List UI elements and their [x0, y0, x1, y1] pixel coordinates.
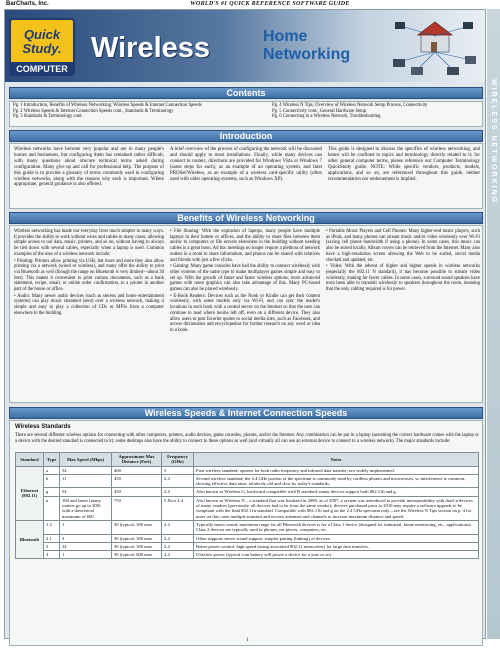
speed-cell: 54 [60, 488, 112, 496]
introduction-heading: Introduction [9, 130, 483, 142]
benefits-paragraph: • Gaming: Many game consoles have had the ability to connect wirelessly with other systems of the same type to make multiplayer games simple and easy to set up. With the growth of faster and faster wireless options, more advanced games with more graphics can also take advantage of this. Many PC-based games can also be played wirelessly. [170, 264, 320, 293]
benefits-paragraph: • E-Book Readers: Devices such as the Nook or Kindle can get their content wirelessly, with some models only via Wi-Fi, and can sync the reader's locations in each book with a central server on the Internet so that the user can continue to read where he/she left off, even on a different device. They also allow users to post favorite quotes to social media sites, such as Facebook, and access dictionaries and encyclopedias for further research on any word or idea in a book. [170, 293, 320, 333]
quickstudy-logo [9, 18, 75, 76]
distance-cell: 450 [112, 488, 162, 496]
publisher-name: BarCharts, Inc. [6, 1, 49, 7]
contents-left-column [13, 103, 261, 120]
speed-cell: 24 [60, 542, 112, 550]
notes-cell: Better power control; high speed (using associated 802.11 transceiver) for large data transfers. [194, 542, 479, 550]
page-title: Wireless [91, 32, 211, 64]
frequency-cell: 2.4 [162, 520, 194, 534]
type-cell: 2.1 [44, 534, 60, 542]
standard-cell: Bluetooth [16, 520, 44, 558]
benefits-heading: Benefits of Wireless Networking [9, 212, 483, 224]
table-header-row [16, 453, 479, 467]
side-stripe [487, 9, 500, 639]
table-row [16, 534, 479, 542]
column-header: Frequency (GHz) [162, 453, 194, 467]
column-header: Max Speed (Mbps) [60, 453, 112, 467]
table-row [16, 551, 479, 559]
type-cell: g [44, 488, 60, 496]
notes-cell: Also known as Wireless N – a standard that was finalized in 2009; as of 2007, a system was introduced to provide interoperability with draft-n devices of many vendors (previously, all devices had to be from the same vendor); devices purchased prior to 2010 may require a software upgrade to be compliant with the final 802.11n standard. Compatible with 802.11b and g on the 2.4 GHz spectrum only—see the Wireless N Tips section on p. 4 for more on this; uses multiple transmit and receive antennae and channels to increase maximum distance and speed. [194, 496, 479, 520]
distance-cell: 30 (typical; 300 max [112, 542, 162, 550]
contents-panel [9, 101, 483, 127]
notes-cell: Ultralow power (typical coin battery will power a device for a year or so). [194, 551, 479, 559]
contents-heading: Contents [9, 87, 483, 99]
notes-cell: Typically mono sound; maximum range for all Bluetooth devices is for a Class 1 device (designed for industrial, home monitoring, etc., applications); Class 2 devices are typically used in phones, ear pieces, computers, etc. [194, 520, 479, 534]
type-cell: a [44, 466, 60, 474]
benefits-paragraph: • Audio: Many newer audio devices (such as stereos and home entertainment systems) can play music streamed (sent) over a wireless network, making it simple and easy to play a collection of CDs or MP3s from a computer elsewhere in the building. [14, 293, 164, 316]
introduction-panel [9, 143, 483, 209]
table-row [16, 474, 479, 488]
intro-column-1: Wireless networks have become very popular and are in many people's homes and businesses, but configuring them has remained rather difficult, with many questions about obscure technical terms asked during configuration. Many give up and call for professional help. The purpose of this guide is to provide a glossary of terms commonly used in configuring wireless networks, along with the reasons why each is important. Where appropriate, general guidance is also offered. [14, 147, 164, 188]
intro-column-3: This guide is designed to discuss the specifics of wireless networking, and hence will be confined to topics and terminology directly related to it; for other general computer terms, please reference our Computer Terminology QuickStudy guide. NOTE: While specific vendors, products, models, applications, and so on, are referenced throughout this guide, neither recommendation nor endorsement is implied. [328, 147, 480, 182]
top-header-line [0, 0, 500, 9]
subtitle-line2: Networking [263, 46, 351, 63]
side-stripe-text: WIRELESS NETWORKING [490, 79, 497, 205]
contents-item: Pg. 5 Connectivity cont., General Hardware Setup [272, 108, 367, 114]
frequency-cell: 2.4 [162, 542, 194, 550]
distance-cell: 400 [112, 466, 162, 474]
benefits-paragraph: • Printing: Printers allow printing via USB, but more and more they also allow printing via a network (wired or wireless), and many offer the ability to print via Bluetooth as well (though the range on Bluetooth is very limited—about 30 feet). This makes it convenient to print various documents, such as a bank statement, recipe, email, or online order confirmation, to a printer in another part of the house or office. [14, 258, 164, 293]
column-header: Notes [194, 453, 479, 467]
speed-cell: 100 and faster (many routers go up to 300) with a theoretical maximum of 600 [60, 496, 112, 520]
title-banner [5, 10, 485, 82]
type-cell: n [44, 496, 60, 520]
distance-cell: 30 (typical; 600 max [112, 551, 162, 559]
frequency-cell: 2.4 [162, 551, 194, 559]
contents-right-column [272, 103, 482, 120]
distance-cell: 450 [112, 474, 162, 488]
wireless-standards-table [15, 452, 479, 559]
speeds-panel [9, 420, 483, 646]
speed-cell: 3 [60, 534, 112, 542]
frequency-cell: 5 [162, 466, 194, 474]
column-header: Type [44, 453, 60, 467]
table-row [16, 466, 479, 474]
benefits-paragraph: • Portable Music Players and Cell Phones: Many higher-end music players, such as iPods, and many phones can stream music and/or video wirelessly over Wi-Fi (saving cell phone bandwidth if using a phone). In some cases, this music can also be stored locally. Album covers can be retrieved from the Internet. Many also have a high-resolution screen allowing the Web to be surfed, social media checked and updated, etc. [326, 229, 480, 263]
logo-line1: Quick [23, 27, 61, 42]
subtitle-line1: Home [263, 28, 308, 45]
benefits-column-2 [170, 229, 320, 335]
table-row [16, 542, 479, 550]
standard-cell: Ethernet (802.11) [16, 466, 44, 520]
distance-cell: 30 (typical; 300 max [112, 520, 162, 534]
benefits-paragraph: • Video: With the advent of higher and higher speeds in wireless networks (especially the 802.11 N standard), it has become possible to stream video wirelessly, making for fewer cables. In some cases, surround sound speakers have even been able to transmit wirelessly to speakers throughout the room, meaning that the only cabling required is for power. [326, 264, 480, 293]
contents-item: Pg. 1 Introduction, Benefits of Wireless Networking, Wireless Speeds & Internet Connection Speeds [13, 103, 202, 108]
benefits-panel [9, 225, 483, 403]
contents-item: Pg. 4 Wireless N Tips, Overview of Wireless Network Setup Process, Connectivity [272, 103, 428, 108]
table-row [16, 520, 479, 534]
wireless-standards-intro: There are several different wireless options for connecting with other computers, printers, audio devices, game consoles, phones, and/or the Internet. Any combination can be put in a laptop (assuming the correct hardware comes with the laptop or a device with the desired standard is connected to it); some desktops also have the ability to connect to these options as well (and virtually all can use an external device to connect to a wireless network). The major standards include: [15, 433, 479, 444]
benefits-paragraph: • File Sharing: With the explosion of laptops, many people have multiple laptops in their homes or offices, and the ability to share files between them and/or to computers or file servers elsewhere in the building without needing cables is a great boon. Ad hoc meetings no longer require a plethora of network outlets in a room to share information, and photos can be shared with relatives and friends with just a few clicks. [170, 229, 320, 263]
contents-item: Pg. 3 Standards & Terminology cont. [13, 114, 83, 120]
frequency-cell: 5 &/or 2.4 [162, 496, 194, 520]
contents-item: Pg. 6 Connecting to a Wireless Network, Troubleshooting [272, 114, 381, 120]
speed-cell: 11 [60, 474, 112, 488]
frequency-cell: 2.4 [162, 534, 194, 542]
type-cell: 4 [44, 551, 60, 559]
frequency-cell: 2.4 [162, 488, 194, 496]
logo-line3: COMPUTER [11, 62, 73, 76]
speeds-heading: Wireless Speeds & Internet Connection Speeds [9, 407, 483, 419]
column-header: Approximate Max Distance (Feet) [112, 453, 162, 467]
network-illustration-icon [389, 14, 479, 78]
speed-cell: 1 [60, 551, 112, 559]
column-header: Standard [16, 453, 44, 467]
tagline: WORLD'S #1 QUICK REFERENCE SOFTWARE GUIDE [190, 1, 350, 7]
table-row [16, 488, 479, 496]
page-subtitle [263, 28, 350, 64]
benefits-paragraph: Wireless networking has made our everyday lives much simpler in many ways. It provides the ability to work without wires and cables in many cases, allowing simple access to our data, music, printers, and so on, without having to always be tied down with several cables, especially when a laptop is used. Common examples of the uses of a wireless network include: [14, 229, 164, 257]
notes-cell: Second wireless standard; the 2.4 GHz portion of the spectrum is commonly used by cordless phones and microwaves, so interference is common, slowing effective data rates; relatively old and slow by today's standards. [194, 474, 479, 488]
guide-sheet [4, 9, 486, 644]
table-row [16, 496, 479, 520]
type-cell: b [44, 474, 60, 488]
notes-cell: First wireless standard; options for both radio frequency and infrared data transfer; not widely implemented. [194, 466, 479, 474]
notes-cell: Often supports stereo sound support, simpler pairing (linking) of devices. [194, 534, 479, 542]
distance-cell: 750 [112, 496, 162, 520]
type-cell: 1.2 [44, 520, 60, 534]
contents-item: Pg. 2 Wireless Speeds & Internet Connection Speeds cont., Standards & Terminology [13, 108, 174, 114]
intro-column-2: A brief overview of the process of configuring the network will be discussed and should apply to most installations. Finally, while many devices can connect to routers, directions are provided for Windows Vista or Windows 7 (same steps for each), as an example of an operating system, and Intel PROSet/Wireless, as an example of a wireless card-specific utility (often used with older operating systems, such as Windows XP). [170, 147, 322, 182]
wireless-standards-heading: Wireless Standards [15, 424, 71, 430]
page-number: 1 [246, 638, 249, 644]
frequency-cell: 2.4 [162, 474, 194, 488]
type-cell: 3 [44, 542, 60, 550]
notes-cell: Also known as Wireless G; backward compatible with B standard; many devices support both 802.11b and g. [194, 488, 479, 496]
speed-cell: 54 [60, 466, 112, 474]
logo-line2: Study. [22, 41, 62, 56]
distance-cell: 30 (typical; 300 max [112, 534, 162, 542]
benefits-column-3 [326, 229, 480, 294]
speed-cell: 1 [60, 520, 112, 534]
benefits-column-1 [14, 229, 164, 318]
